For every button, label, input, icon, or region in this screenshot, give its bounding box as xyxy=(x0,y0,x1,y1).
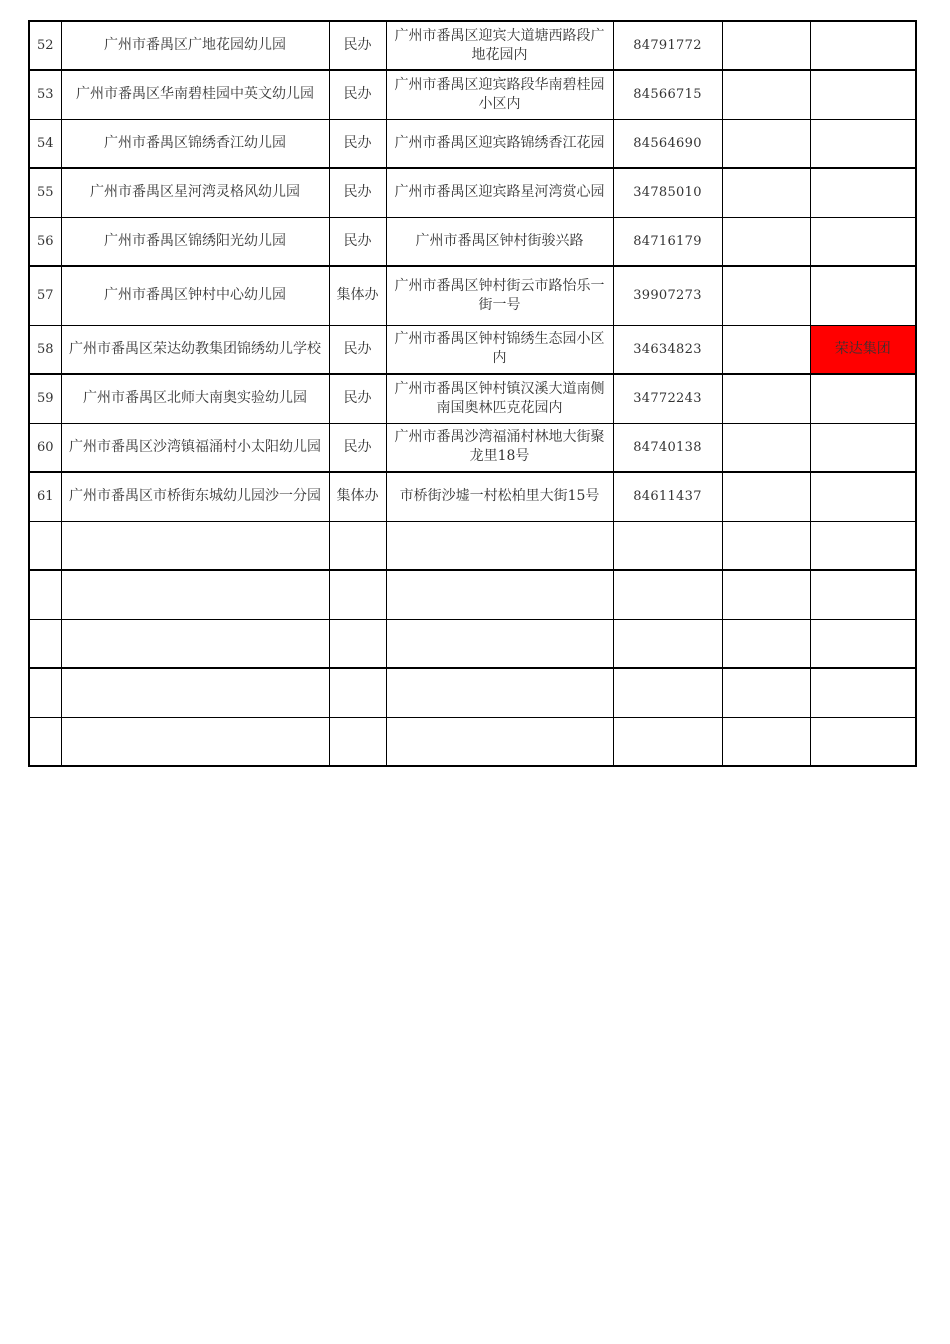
table-row xyxy=(29,21,916,70)
kindergarten-name-cell xyxy=(61,570,329,619)
table-row xyxy=(29,521,916,570)
table-row xyxy=(29,266,916,325)
kindergarten-name-cell xyxy=(61,619,329,668)
row-number-cell: 55 xyxy=(29,168,61,217)
row-number-cell: 53 xyxy=(29,70,61,119)
table-row xyxy=(29,168,916,217)
ownership-type-cell xyxy=(329,717,386,766)
kindergarten-name-cell: 广州市番禺区华南碧桂园中英文幼儿园 xyxy=(61,70,329,119)
address-cell xyxy=(386,570,613,619)
phone-cell xyxy=(613,717,722,766)
ownership-type-cell xyxy=(329,521,386,570)
note-cell xyxy=(810,472,916,521)
extra-cell xyxy=(722,374,810,423)
note-cell xyxy=(810,119,916,168)
phone-cell xyxy=(613,570,722,619)
ownership-type-cell: 集体办 xyxy=(329,266,386,325)
kindergarten-name-cell: 广州市番禺区广地花园幼儿园 xyxy=(61,21,329,70)
note-cell xyxy=(810,168,916,217)
kindergarten-name-cell: 广州市番禺区市桥街东城幼儿园沙一分园 xyxy=(61,472,329,521)
extra-cell xyxy=(722,119,810,168)
ownership-type-cell: 民办 xyxy=(329,374,386,423)
phone-cell: 84611437 xyxy=(613,472,722,521)
extra-cell xyxy=(722,423,810,472)
note-cell xyxy=(810,668,916,717)
extra-cell xyxy=(722,472,810,521)
phone-cell: 34772243 xyxy=(613,374,722,423)
address-cell: 市桥街沙墟一村松柏里大街15号 xyxy=(386,472,613,521)
table-row xyxy=(29,119,916,168)
table-row xyxy=(29,423,916,472)
kindergarten-name-cell: 广州市番禺区北师大南奥实验幼儿园 xyxy=(61,374,329,423)
row-number-cell: 57 xyxy=(29,266,61,325)
address-cell: 广州市番禺区钟村街骏兴路 xyxy=(386,217,613,266)
ownership-type-cell: 民办 xyxy=(329,70,386,119)
address-cell: 广州市番禺沙湾福涌村林地大街聚龙里18号 xyxy=(386,423,613,472)
phone-cell: 34785010 xyxy=(613,168,722,217)
note-cell xyxy=(810,619,916,668)
row-number-cell xyxy=(29,717,61,766)
address-cell xyxy=(386,619,613,668)
row-number-cell: 58 xyxy=(29,325,61,374)
row-number-cell: 61 xyxy=(29,472,61,521)
row-number-cell xyxy=(29,570,61,619)
address-cell: 广州市番禺区钟村锦绣生态园小区内 xyxy=(386,325,613,374)
address-cell: 广州市番禺区迎宾路锦绣香江花园 xyxy=(386,119,613,168)
table-row xyxy=(29,70,916,119)
extra-cell xyxy=(722,217,810,266)
table-row xyxy=(29,374,916,423)
ownership-type-cell xyxy=(329,668,386,717)
extra-cell xyxy=(722,717,810,766)
kindergarten-name-cell: 广州市番禺区荣达幼教集团锦绣幼儿学校 xyxy=(61,325,329,374)
note-cell xyxy=(810,423,916,472)
ownership-type-cell: 民办 xyxy=(329,217,386,266)
extra-cell xyxy=(722,21,810,70)
kindergarten-name-cell xyxy=(61,717,329,766)
kindergarten-name-cell: 广州市番禺区锦绣阳光幼儿园 xyxy=(61,217,329,266)
note-cell xyxy=(810,521,916,570)
kindergarten-name-cell xyxy=(61,668,329,717)
address-cell: 广州市番禺区迎宾路段华南碧桂园小区内 xyxy=(386,70,613,119)
extra-cell xyxy=(722,168,810,217)
extra-cell xyxy=(722,570,810,619)
extra-cell xyxy=(722,266,810,325)
row-number-cell: 56 xyxy=(29,217,61,266)
phone-cell: 84716179 xyxy=(613,217,722,266)
table-row xyxy=(29,217,916,266)
phone-cell: 34634823 xyxy=(613,325,722,374)
address-cell xyxy=(386,668,613,717)
note-cell xyxy=(810,217,916,266)
address-cell xyxy=(386,521,613,570)
note-cell xyxy=(810,21,916,70)
kindergarten-name-cell: 广州市番禺区锦绣香江幼儿园 xyxy=(61,119,329,168)
ownership-type-cell: 集体办 xyxy=(329,472,386,521)
row-number-cell: 60 xyxy=(29,423,61,472)
note-cell xyxy=(810,70,916,119)
table-row xyxy=(29,472,916,521)
phone-cell xyxy=(613,521,722,570)
row-number-cell xyxy=(29,668,61,717)
ownership-type-cell xyxy=(329,619,386,668)
ownership-type-cell xyxy=(329,570,386,619)
phone-cell xyxy=(613,619,722,668)
phone-cell: 84566715 xyxy=(613,70,722,119)
phone-cell: 84564690 xyxy=(613,119,722,168)
extra-cell xyxy=(722,325,810,374)
kindergarten-name-cell: 广州市番禺区钟村中心幼儿园 xyxy=(61,266,329,325)
phone-cell: 84791772 xyxy=(613,21,722,70)
extra-cell xyxy=(722,521,810,570)
extra-cell xyxy=(722,70,810,119)
kindergarten-name-cell: 广州市番禺区沙湾镇福涌村小太阳幼儿园 xyxy=(61,423,329,472)
ownership-type-cell: 民办 xyxy=(329,21,386,70)
ownership-type-cell: 民办 xyxy=(329,119,386,168)
phone-cell xyxy=(613,668,722,717)
row-number-cell: 52 xyxy=(29,21,61,70)
ownership-type-cell: 民办 xyxy=(329,423,386,472)
kindergarten-table xyxy=(28,20,917,767)
extra-cell xyxy=(722,619,810,668)
group-flag-cell: 荣达集团 xyxy=(810,325,916,374)
note-cell xyxy=(810,266,916,325)
row-number-cell xyxy=(29,521,61,570)
address-cell: 广州市番禺区钟村街云市路怡乐一街一号 xyxy=(386,266,613,325)
note-cell xyxy=(810,570,916,619)
table-row xyxy=(29,717,916,766)
table-row xyxy=(29,668,916,717)
row-number-cell xyxy=(29,619,61,668)
table-row xyxy=(29,619,916,668)
table-body xyxy=(29,21,916,766)
phone-cell: 84740138 xyxy=(613,423,722,472)
ownership-type-cell: 民办 xyxy=(329,168,386,217)
table-row xyxy=(29,325,916,374)
phone-cell: 39907273 xyxy=(613,266,722,325)
extra-cell xyxy=(722,668,810,717)
row-number-cell: 54 xyxy=(29,119,61,168)
address-cell: 广州市番禺区钟村镇汉溪大道南侧南国奥林匹克花园内 xyxy=(386,374,613,423)
address-cell: 广州市番禺区迎宾路星河湾赏心园 xyxy=(386,168,613,217)
ownership-type-cell: 民办 xyxy=(329,325,386,374)
kindergarten-name-cell xyxy=(61,521,329,570)
address-cell xyxy=(386,717,613,766)
address-cell: 广州市番禺区迎宾大道塘西路段广地花园内 xyxy=(386,21,613,70)
table-row xyxy=(29,570,916,619)
kindergarten-name-cell: 广州市番禺区星河湾灵格风幼儿园 xyxy=(61,168,329,217)
note-cell xyxy=(810,717,916,766)
note-cell xyxy=(810,374,916,423)
row-number-cell: 59 xyxy=(29,374,61,423)
